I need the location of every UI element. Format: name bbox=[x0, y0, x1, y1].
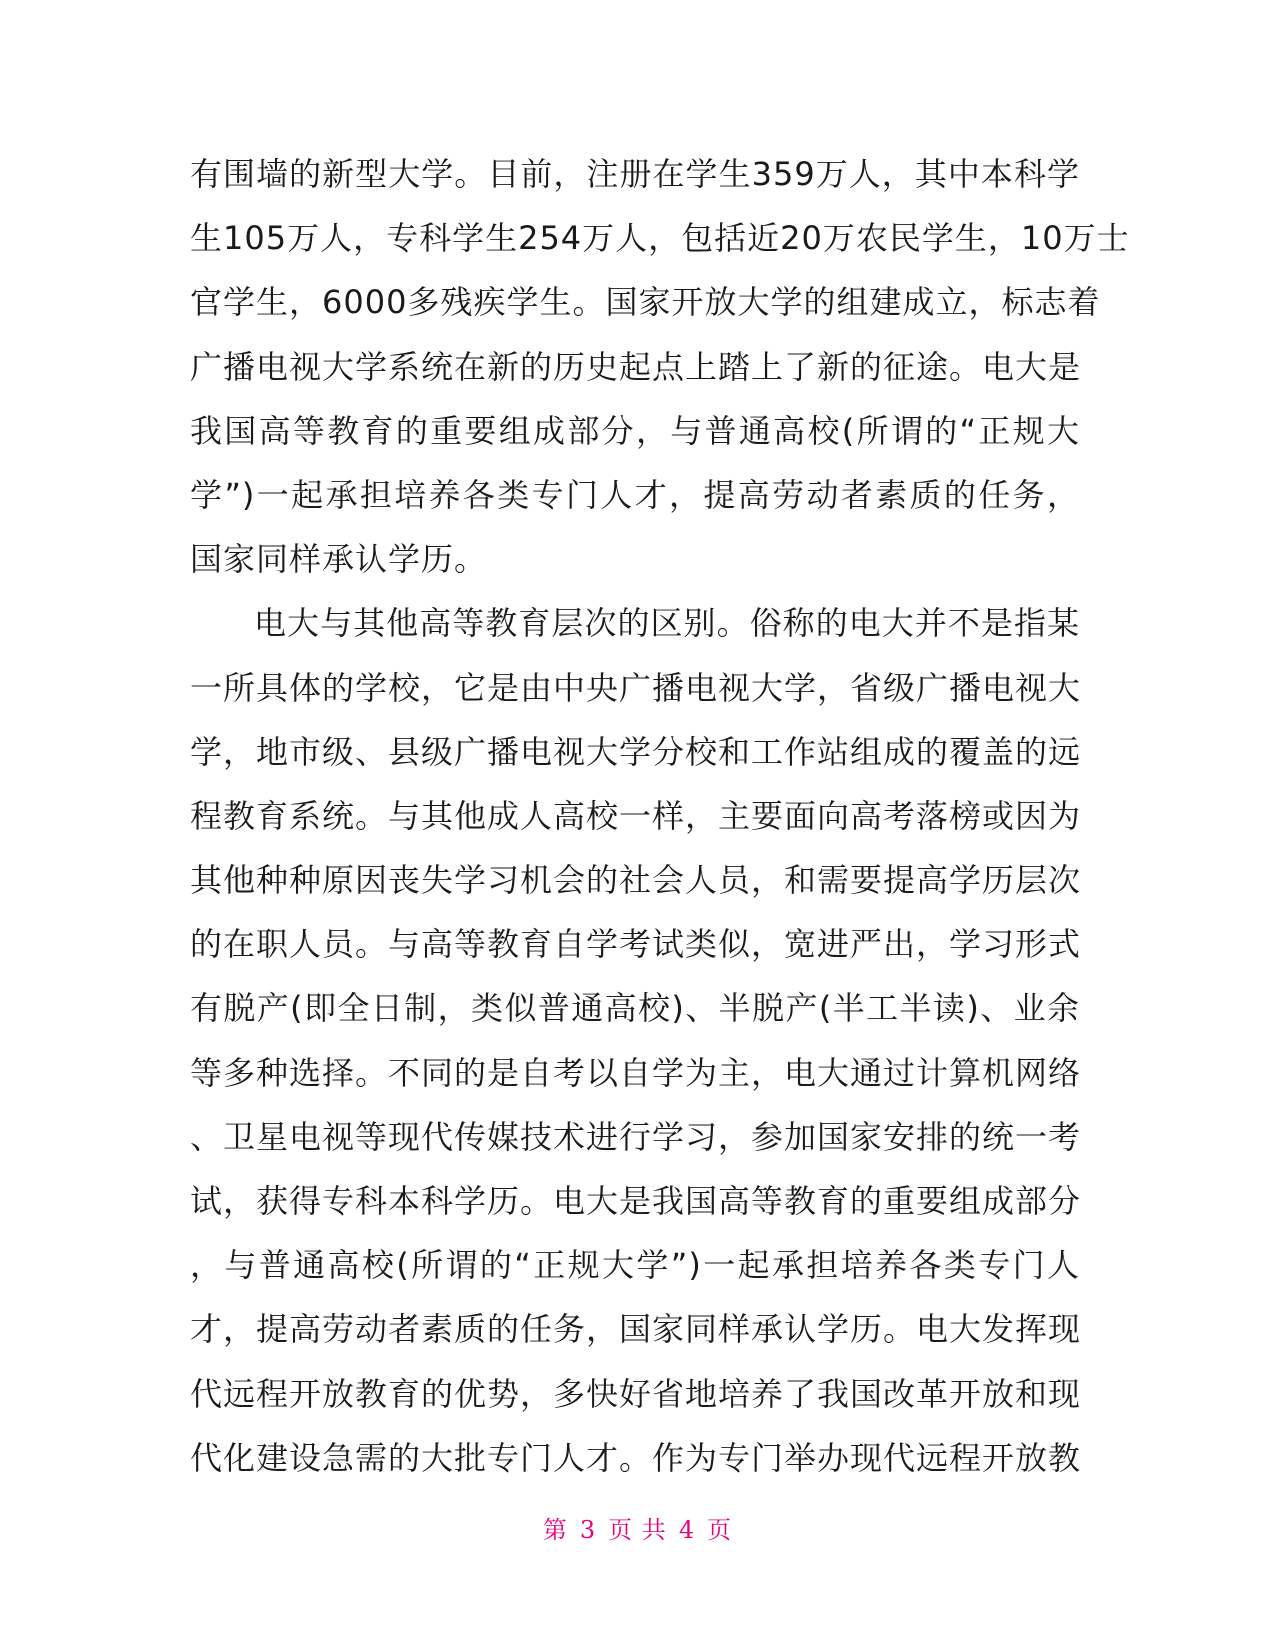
total-pages-number: 4 bbox=[678, 1516, 696, 1544]
text-line: 官学生，6000多残疾学生。国家开放大学的组建成立，标志着 bbox=[190, 283, 1101, 322]
text-line: 代远程开放教育的优势，多快好省地培养了我国改革开放和现 bbox=[190, 1374, 1082, 1413]
text-line: 生105万人，专科学生254万人，包括近20万农民学生，10万士 bbox=[190, 219, 1130, 258]
text-line: 电大与其他高等教育层次的区别。俗称的电大并不是指某 bbox=[254, 604, 1080, 643]
text-line: 国家同样承认学历。 bbox=[190, 540, 488, 579]
body-text bbox=[190, 142, 1130, 1490]
footer-middle: 页 共 bbox=[608, 1516, 667, 1544]
text-line: 其他种种原因丧失学习机会的社会人员，和需要提高学历层次 bbox=[190, 861, 1082, 900]
text-line: 试，获得专科本科学历。电大是我国高等教育的重要组成部分 bbox=[190, 1182, 1082, 1220]
paragraph-2 bbox=[190, 591, 1080, 1490]
text-line: 有脱产(即全日制，类似普通高校)、半脱产(半工半读)、业余 bbox=[190, 989, 1080, 1028]
text-line: 广播电视大学系统在新的历史起点上踏上了新的征途。电大是 bbox=[190, 347, 1082, 386]
current-page-number: 3 bbox=[579, 1516, 597, 1544]
text-line: 学”)一起承担培养各类专门人才，提高劳动者素质的任务， bbox=[190, 475, 1080, 514]
text-line: 有围墙的新型大学。目前，注册在学生359万人，其中本科学 bbox=[190, 155, 1080, 193]
text-line: 我国高等教育的重要组成部分，与普通高校(所谓的“正规大 bbox=[190, 411, 1080, 450]
text-line: 程教育系统。与其他成人高校一样，主要面向高考落榜或因为 bbox=[190, 796, 1082, 835]
paragraph-1 bbox=[190, 142, 1130, 591]
page-footer bbox=[0, 1510, 1275, 1545]
text-line: 一所具体的学校，它是由中央广播电视大学，省级广播电视大 bbox=[190, 668, 1082, 707]
text-line: ，与普通高校(所谓的“正规大学”)一起承担培养各类专门人 bbox=[190, 1246, 1080, 1285]
text-line: 等多种选择。不同的是自考以自学为主，电大通过计算机网络 bbox=[190, 1053, 1082, 1092]
text-line: 学，地市级、县级广播电视大学分校和工作站组成的覆盖的远 bbox=[190, 732, 1082, 771]
footer-suffix: 页 bbox=[707, 1516, 733, 1544]
text-line: 的在职人员。与高等教育自学考试类似，宽进严出，学习形式 bbox=[190, 925, 1082, 964]
text-line: 代化建设急需的大批专门人才。作为专门举办现代远程开放教 bbox=[190, 1438, 1082, 1477]
text-line: 才，提高劳动者素质的任务，国家同样承认学历。电大发挥现 bbox=[190, 1310, 1082, 1349]
footer-prefix: 第 bbox=[542, 1516, 568, 1544]
text-line: 、卫星电视等现代传媒技术进行学习，参加国家安排的统一考 bbox=[190, 1117, 1082, 1156]
